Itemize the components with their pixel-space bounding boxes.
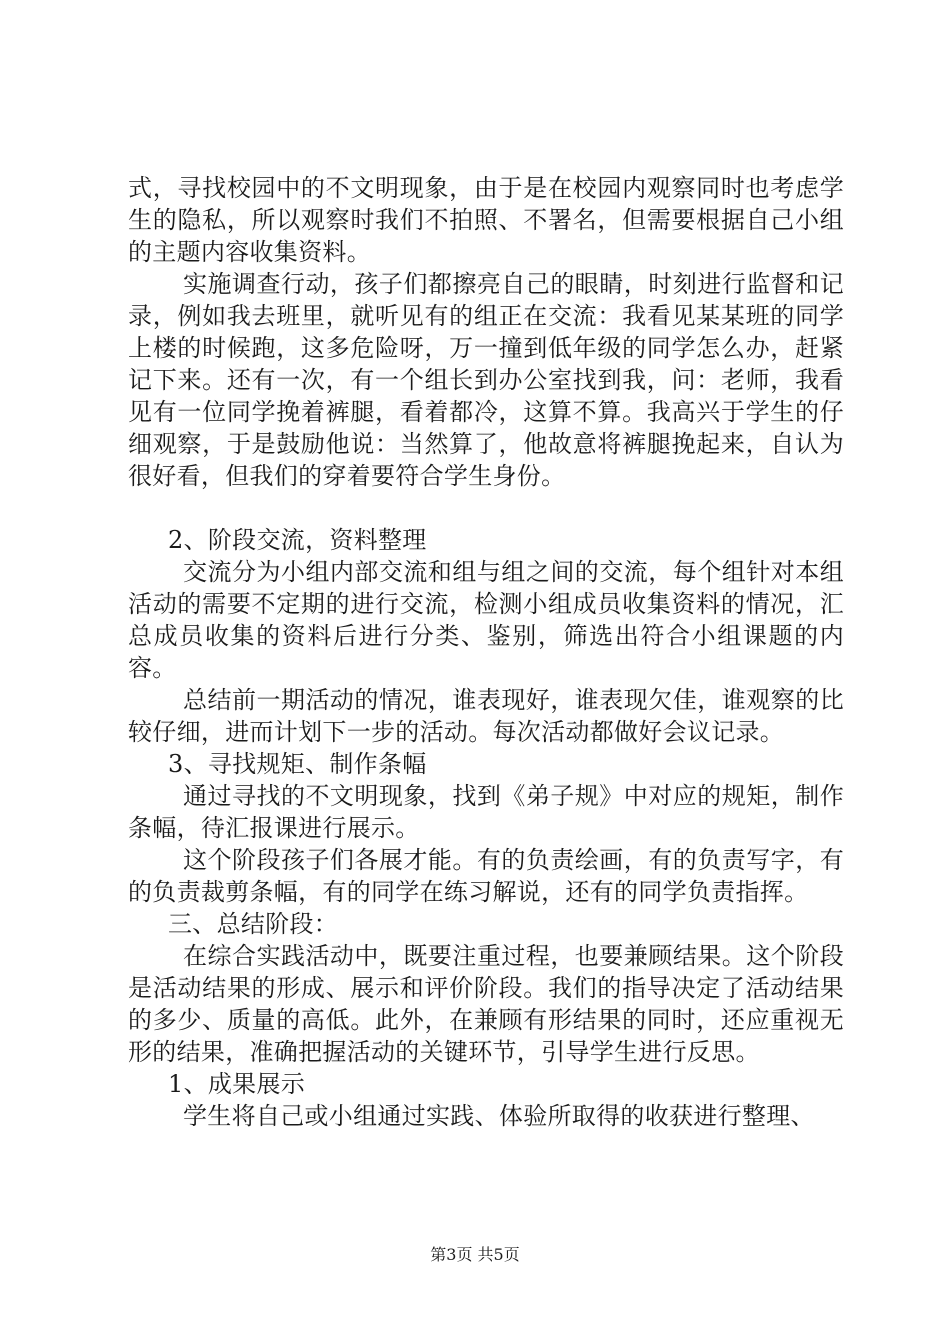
paragraph-4: 总结前一期活动的情况，谁表现好，谁表现欠佳，谁观察的比较仔细，进而计划下一步的活动。每次活动都做好会议记录。 [128,686,844,746]
section-heading-results: 1、成果展示 [168,1070,306,1098]
page-number-footer: 第3页 共5页 [430,1245,520,1264]
paragraph-2: 实施调查行动，孩子们都擦亮自己的眼睛，时刻进行监督和记录，例如我去班里，就听见有的组正在交流：我看见某某班的同学上楼的时候跑，这多危险呀，万一撞到低年级的同学怎么办，赶紧记下来。还有一次，有一个组长到办公室找到我，问：老师，我看见有一位同学挽着裤腿，看着都冷，这算不算。我高兴于学生的仔细观察，于是鼓励他说：当然算了，他故意将裤腿挽起来，自认为很好看，但我们的穿着要符合学生身份。 [128,270,844,490]
section-heading-summary: 三、总结阶段： [168,910,339,938]
paragraph-5: 通过寻找的不文明现象，找到《弟子规》中对应的规矩，制作条幅，待汇报课进行展示。 [128,782,844,842]
paragraph-1: 式，寻找校园中的不文明现象，由于是在校园内观察同时也考虑学生的隐私，所以观察时我们不拍照、不署名，但需要根据自己小组的主题内容收集资料。 [128,174,844,266]
paragraph-6: 这个阶段孩子们各展才能。有的负责绘画，有的负责写字，有的负责裁剪条幅，有的同学在练习解说，还有的同学负责指挥。 [128,846,844,906]
document-body [128,172,844,1132]
paragraph-8: 学生将自己或小组通过实践、体验所取得的收获进行整理、 [183,1102,815,1130]
paragraph-7: 在综合实践活动中，既要注重过程，也要兼顾结果。这个阶段是活动结果的形成、展示和评价阶段。我们的指导决定了活动结果的多少、质量的高低。此外，在兼顾有形结果的同时，还应重视无形的结果，准确把握活动的关键环节，引导学生进行反思。 [128,942,844,1066]
section-heading-2: 2、阶段交流，资料整理 [168,526,427,554]
section-heading-3: 3、寻找规矩、制作条幅 [168,750,427,778]
paragraph-3: 交流分为小组内部交流和组与组之间的交流，每个组针对本组活动的需要不定期的进行交流，检测小组成员收集资料的情况，汇总成员收集的资料后进行分类、鉴别，筛选出符合小组课题的内容。 [128,558,844,682]
